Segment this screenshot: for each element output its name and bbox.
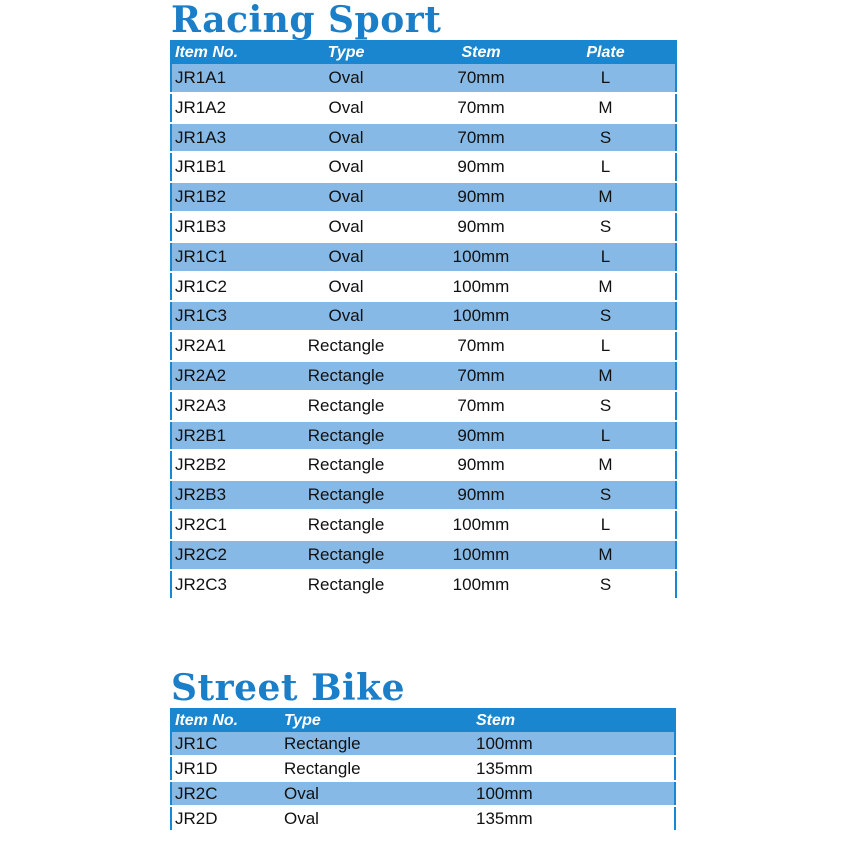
column-header-item-no: Item No. [171,709,284,732]
cell-item-no: JR1B2 [171,182,266,212]
racing-sport-table [170,40,677,600]
column-header-stem: Stem [434,709,675,732]
cell-stem: 70mm [426,331,536,361]
cell-item-no: JR2B1 [171,421,266,451]
cell-stem: 70mm [426,93,536,123]
column-header-item-no: Item No. [171,41,266,64]
cell-type: Oval [266,301,426,331]
cell-stem: 90mm [426,450,536,480]
cell-stem: 70mm [426,64,536,93]
table-row [171,301,676,331]
cell-type: Oval [266,64,426,93]
cell-plate: S [536,212,676,242]
cell-stem: 100mm [434,732,675,756]
cell-item-no: JR1C3 [171,301,266,331]
table-row [171,331,676,361]
cell-item-no: JR1A3 [171,123,266,153]
cell-type: Oval [284,806,434,831]
cell-plate: M [536,272,676,302]
cell-item-no: JR2B2 [171,450,266,480]
table-row [171,421,676,451]
table-row [171,732,675,756]
cell-item-no: JR2A2 [171,361,266,391]
table-row [171,781,675,806]
column-header-stem: Stem [426,41,536,64]
cell-item-no: JR1C [171,732,284,756]
cell-plate: M [536,93,676,123]
street-table-body [171,732,675,831]
cell-item-no: JR1A1 [171,64,266,93]
cell-type: Oval [266,182,426,212]
cell-plate: L [536,421,676,451]
cell-type: Oval [284,781,434,806]
table-row [171,272,676,302]
cell-type: Oval [266,123,426,153]
cell-item-no: JR2A1 [171,331,266,361]
cell-type: Rectangle [266,450,426,480]
cell-item-no: JR2C [171,781,284,806]
cell-type: Oval [266,212,426,242]
table-row [171,93,676,123]
racing-header-row [171,41,676,64]
cell-stem: 70mm [426,361,536,391]
cell-item-no: JR2C3 [171,570,266,600]
table-row [171,152,676,182]
cell-type: Rectangle [266,570,426,600]
table-row [171,123,676,153]
cell-plate: S [536,391,676,421]
column-header-type: Type [284,709,434,732]
cell-stem: 100mm [434,781,675,806]
cell-stem: 90mm [426,182,536,212]
cell-type: Rectangle [284,732,434,756]
cell-stem: 70mm [426,123,536,153]
cell-plate: M [536,182,676,212]
cell-type: Rectangle [284,756,434,781]
street-bike-title: Street Bike [171,667,406,709]
cell-type: Rectangle [266,391,426,421]
table-row [171,540,676,570]
cell-item-no: JR1B3 [171,212,266,242]
cell-type: Rectangle [266,540,426,570]
cell-stem: 100mm [426,540,536,570]
cell-plate: L [536,331,676,361]
cell-item-no: JR1C1 [171,242,266,272]
cell-stem: 90mm [426,152,536,182]
cell-stem: 100mm [426,242,536,272]
cell-stem: 135mm [434,806,675,831]
cell-plate: L [536,510,676,540]
street-header-row [171,709,675,732]
table-row [171,570,676,600]
cell-stem: 135mm [434,756,675,781]
cell-plate: S [536,301,676,331]
cell-stem: 70mm [426,391,536,421]
cell-plate: S [536,480,676,510]
cell-type: Rectangle [266,421,426,451]
cell-plate: S [536,570,676,600]
table-row [171,182,676,212]
table-row [171,391,676,421]
table-row [171,212,676,242]
cell-type: Oval [266,242,426,272]
cell-stem: 90mm [426,212,536,242]
column-header-type: Type [266,41,426,64]
table-row [171,756,675,781]
table-row [171,510,676,540]
cell-item-no: JR2C2 [171,540,266,570]
cell-plate: L [536,242,676,272]
column-header-plate: Plate [536,41,676,64]
cell-type: Rectangle [266,331,426,361]
cell-stem: 90mm [426,421,536,451]
cell-type: Oval [266,93,426,123]
table-row [171,242,676,272]
cell-stem: 100mm [426,301,536,331]
cell-item-no: JR2D [171,806,284,831]
table-row [171,450,676,480]
table-row [171,806,675,831]
cell-plate: S [536,123,676,153]
cell-stem: 100mm [426,510,536,540]
street-bike-table [170,708,676,832]
cell-plate: M [536,361,676,391]
cell-type: Oval [266,152,426,182]
cell-item-no: JR2A3 [171,391,266,421]
cell-item-no: JR1D [171,756,284,781]
cell-stem: 90mm [426,480,536,510]
cell-item-no: JR2B3 [171,480,266,510]
cell-type: Rectangle [266,510,426,540]
table-row [171,480,676,510]
cell-item-no: JR1A2 [171,93,266,123]
cell-plate: M [536,540,676,570]
racing-sport-title: Racing Sport [171,0,442,41]
cell-plate: L [536,64,676,93]
cell-stem: 100mm [426,570,536,600]
cell-item-no: JR2C1 [171,510,266,540]
cell-plate: L [536,152,676,182]
cell-type: Rectangle [266,480,426,510]
cell-item-no: JR1C2 [171,272,266,302]
cell-item-no: JR1B1 [171,152,266,182]
cell-stem: 100mm [426,272,536,302]
cell-type: Rectangle [266,361,426,391]
racing-table-body [171,64,676,599]
cell-plate: M [536,450,676,480]
table-row [171,64,676,93]
table-row [171,361,676,391]
cell-type: Oval [266,272,426,302]
